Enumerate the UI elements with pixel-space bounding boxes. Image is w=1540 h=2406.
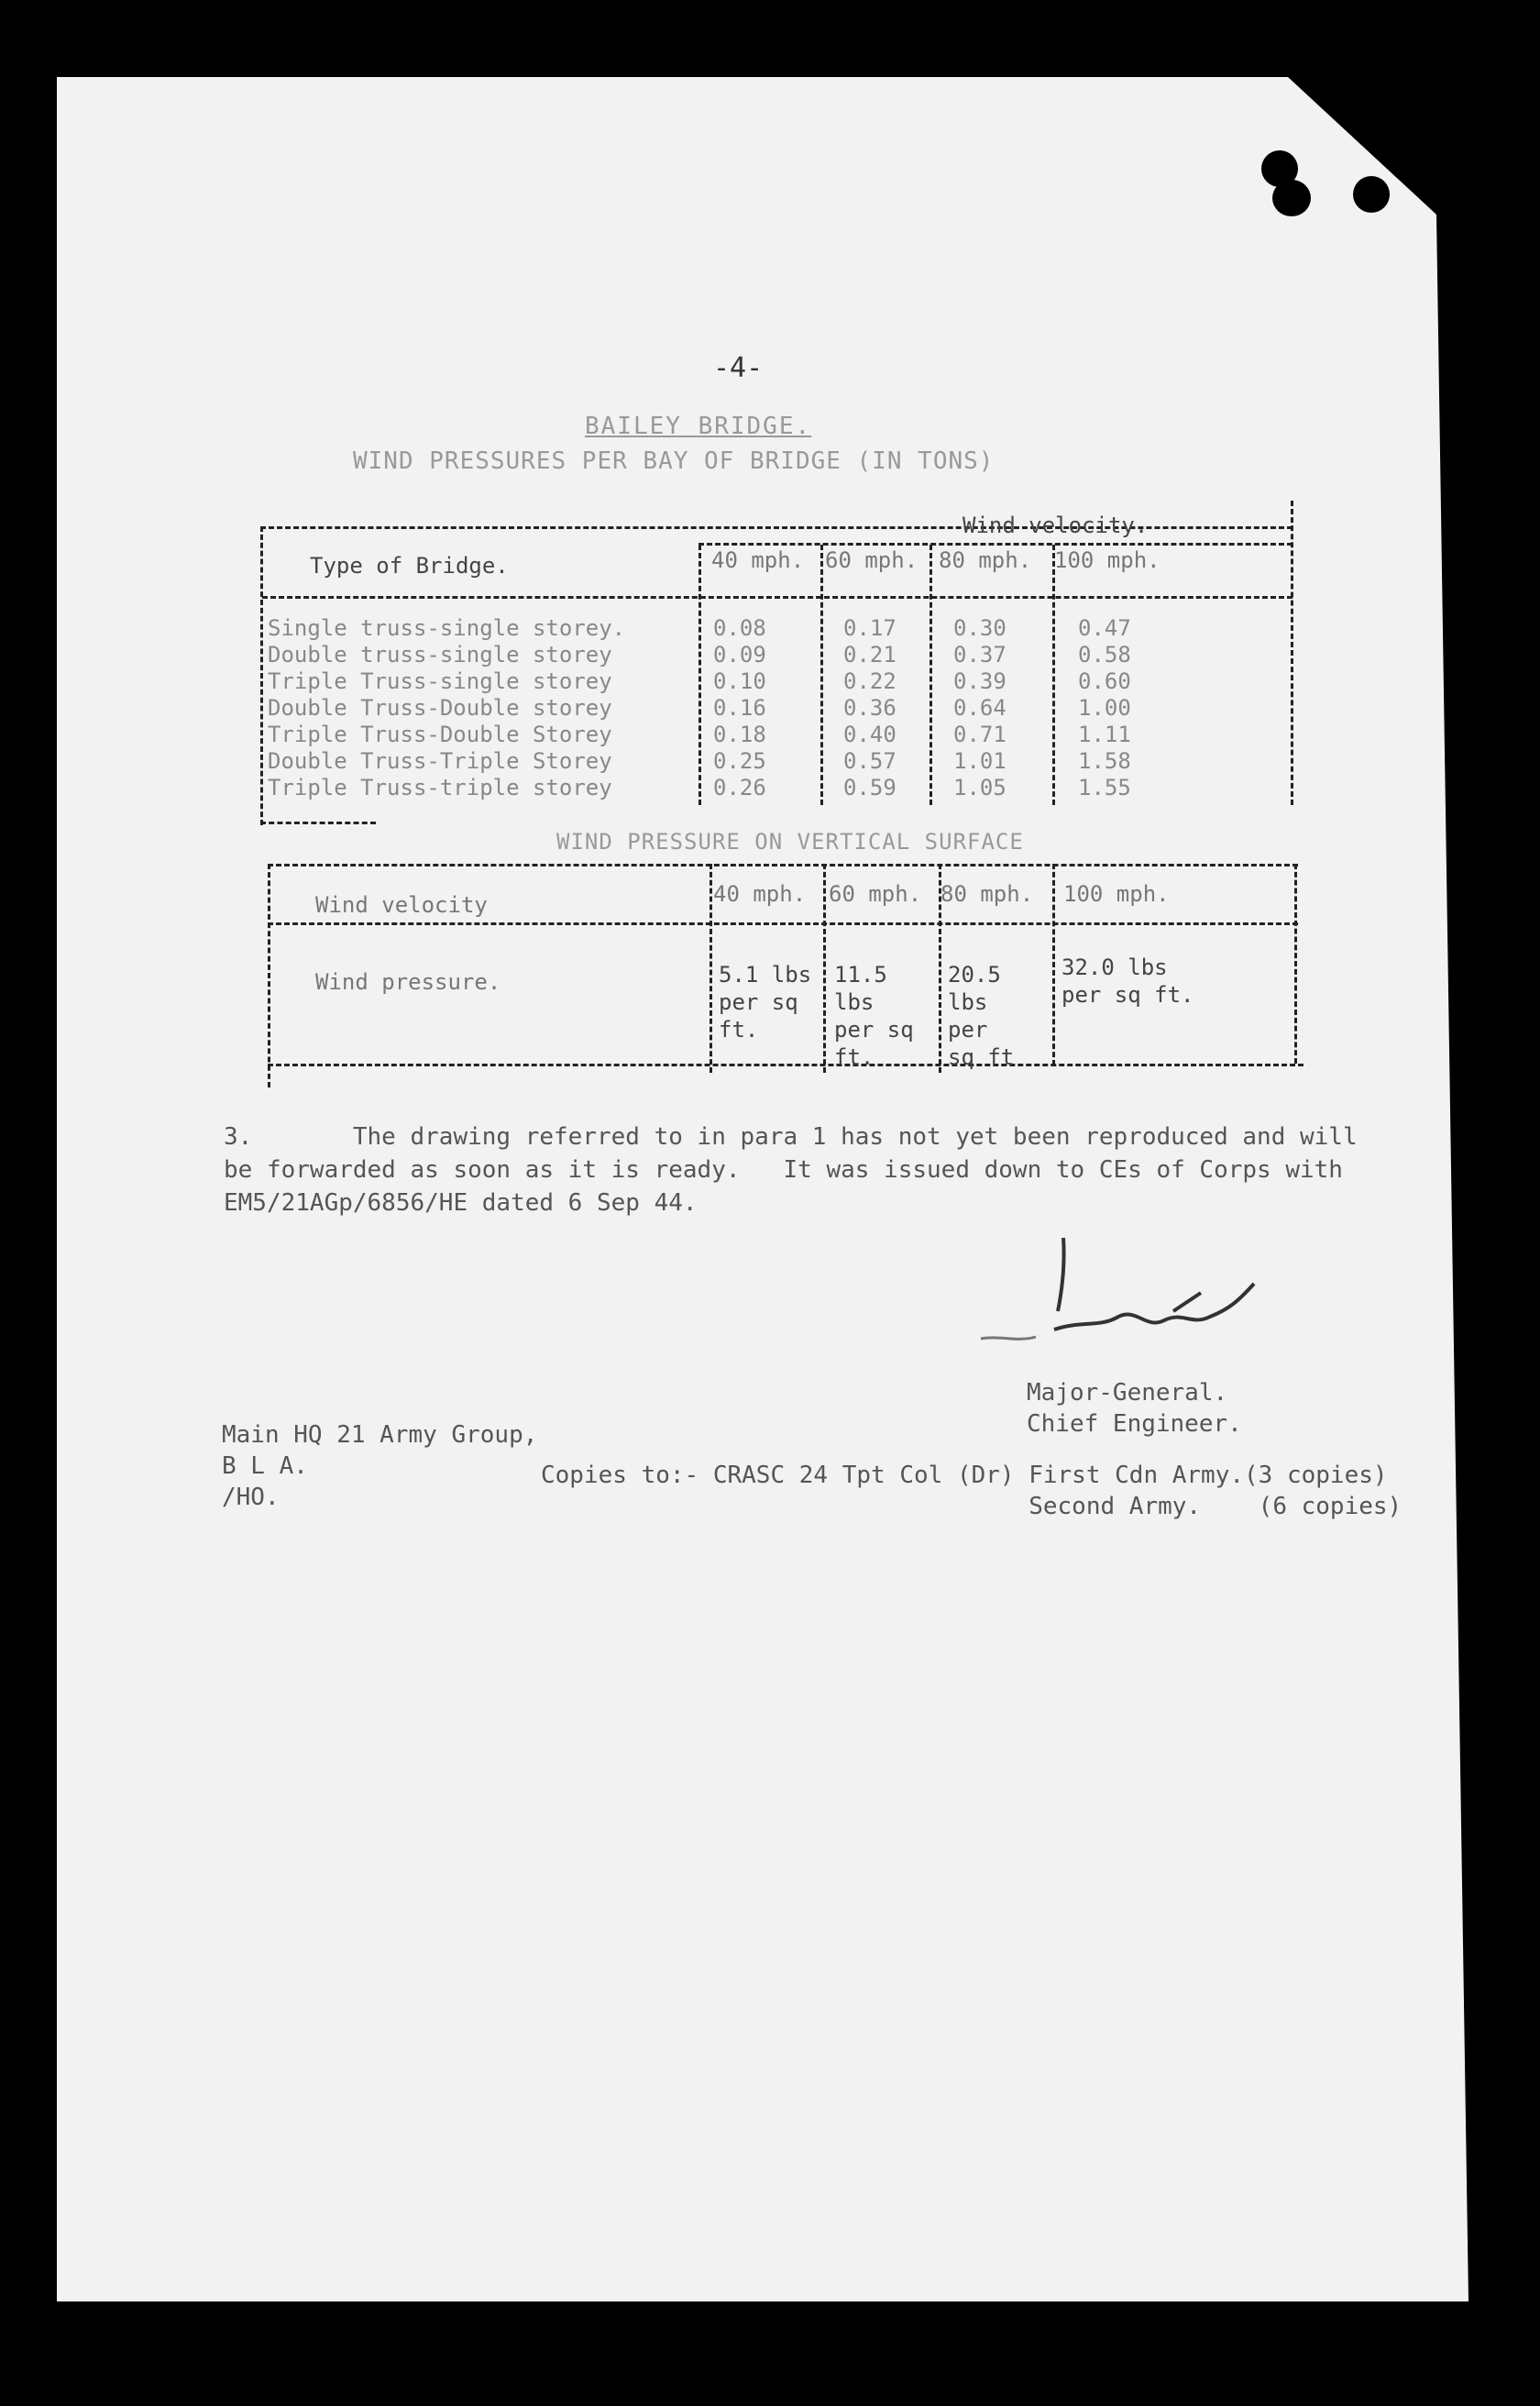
col-header-speed: 100 mph.	[1063, 881, 1170, 907]
document-title: BAILEY BRIDGE.	[585, 413, 812, 440]
pressure-value: 0.39	[953, 668, 1006, 694]
pressure-value: 0.22	[843, 668, 896, 694]
pressure-value: 0.10	[713, 668, 766, 694]
pressure-value: 0.37	[953, 642, 1006, 668]
pressure-value: 0.71	[953, 722, 1006, 747]
col-header-type: Type of Bridge.	[310, 553, 509, 579]
pressure-value: 1.01	[953, 748, 1006, 774]
pressure-value: 0.40	[843, 722, 896, 747]
col-header-speed: 40 mph.	[713, 881, 807, 907]
pressure-value: 0.60	[1078, 668, 1131, 694]
bridge-type: Triple Truss-Double Storey	[268, 722, 612, 747]
row-label: Wind pressure.	[315, 969, 501, 995]
table-title: WIND PRESSURES PER BAY OF BRIDGE (IN TONS)	[353, 447, 995, 475]
pressure-value: 0.17	[843, 615, 896, 641]
pressure-value: 0.59	[843, 775, 896, 800]
pressure-value: 0.21	[843, 642, 896, 668]
bridge-type: Single truss-single storey.	[268, 615, 626, 641]
address-block: Main HQ 21 Army Group, B L A. /HO.	[222, 1421, 538, 1511]
punch-hole	[1272, 180, 1311, 216]
punch-hole	[1353, 176, 1390, 213]
col-group-header: Wind velocity.	[962, 513, 1149, 538]
table2-title: WIND PRESSURE ON VERTICAL SURFACE	[556, 829, 1024, 855]
bridge-type: Double Truss-Triple Storey	[268, 748, 612, 774]
pressure-value: 1.58	[1078, 748, 1131, 774]
page-number: -4-	[713, 352, 764, 384]
pressure-value: 0.58	[1078, 642, 1131, 668]
pressure-value: 1.00	[1078, 695, 1131, 721]
bridge-type: Double truss-single storey	[268, 642, 612, 668]
pressure-value: 0.64	[953, 695, 1006, 721]
col-header-speed: 40 mph.	[711, 547, 805, 573]
pressure-value: 0.18	[713, 722, 766, 747]
pressure-value: 0.57	[843, 748, 896, 774]
pressure-value: 0.08	[713, 615, 766, 641]
signature-block: Major-General. Chief Engineer.	[1027, 1379, 1242, 1438]
col-header-speed: 80 mph.	[939, 547, 1032, 573]
col-header-speed: 60 mph.	[829, 881, 922, 907]
paragraph-3: 3. The drawing referred to in para 1 has not yet been reproduced and will be forwarded as soon as it is ready. It was issued down to CEs of Corps with EM5/21AGp/6856/HE dated 6 Sep 44.	[224, 1123, 1358, 1217]
pressure-value: 1.11	[1078, 722, 1131, 747]
col-header-speed: 80 mph.	[940, 881, 1034, 907]
pressure-value: 0.16	[713, 695, 766, 721]
pressure-value: 0.47	[1078, 615, 1131, 641]
bridge-type: Triple Truss-single storey	[268, 668, 612, 694]
copies-to: Copies to:- CRASC 24 Tpt Col (Dr) First Cdn Army.(3 copies) Second Army. (6 copies)	[541, 1462, 1402, 1520]
pressure-value: 0.30	[953, 615, 1006, 641]
signature	[962, 1229, 1274, 1375]
pressure-value: 0.09	[713, 642, 766, 668]
col-header-speed: 100 mph.	[1054, 547, 1160, 573]
pressure-value: 0.26	[713, 775, 766, 800]
bridge-type: Triple Truss-triple storey	[268, 775, 612, 800]
col-header-speed: 60 mph.	[825, 547, 918, 573]
bridge-type: Double Truss-Double storey	[268, 695, 612, 721]
pressure-value: 1.55	[1078, 775, 1131, 800]
pressure-value: 32.0 lbs per sq ft.	[1062, 955, 1194, 1008]
pressure-value: 11.5 lbs per sq ft.	[834, 962, 914, 1070]
row-label: Wind velocity	[315, 892, 488, 918]
pressure-value: 5.1 lbs per sq ft.	[719, 962, 812, 1043]
pressure-value: 20.5 lbs per sq ft	[948, 962, 1015, 1070]
pressure-value: 1.05	[953, 775, 1006, 800]
pressure-value: 0.25	[713, 748, 766, 774]
pressure-value: 0.36	[843, 695, 896, 721]
